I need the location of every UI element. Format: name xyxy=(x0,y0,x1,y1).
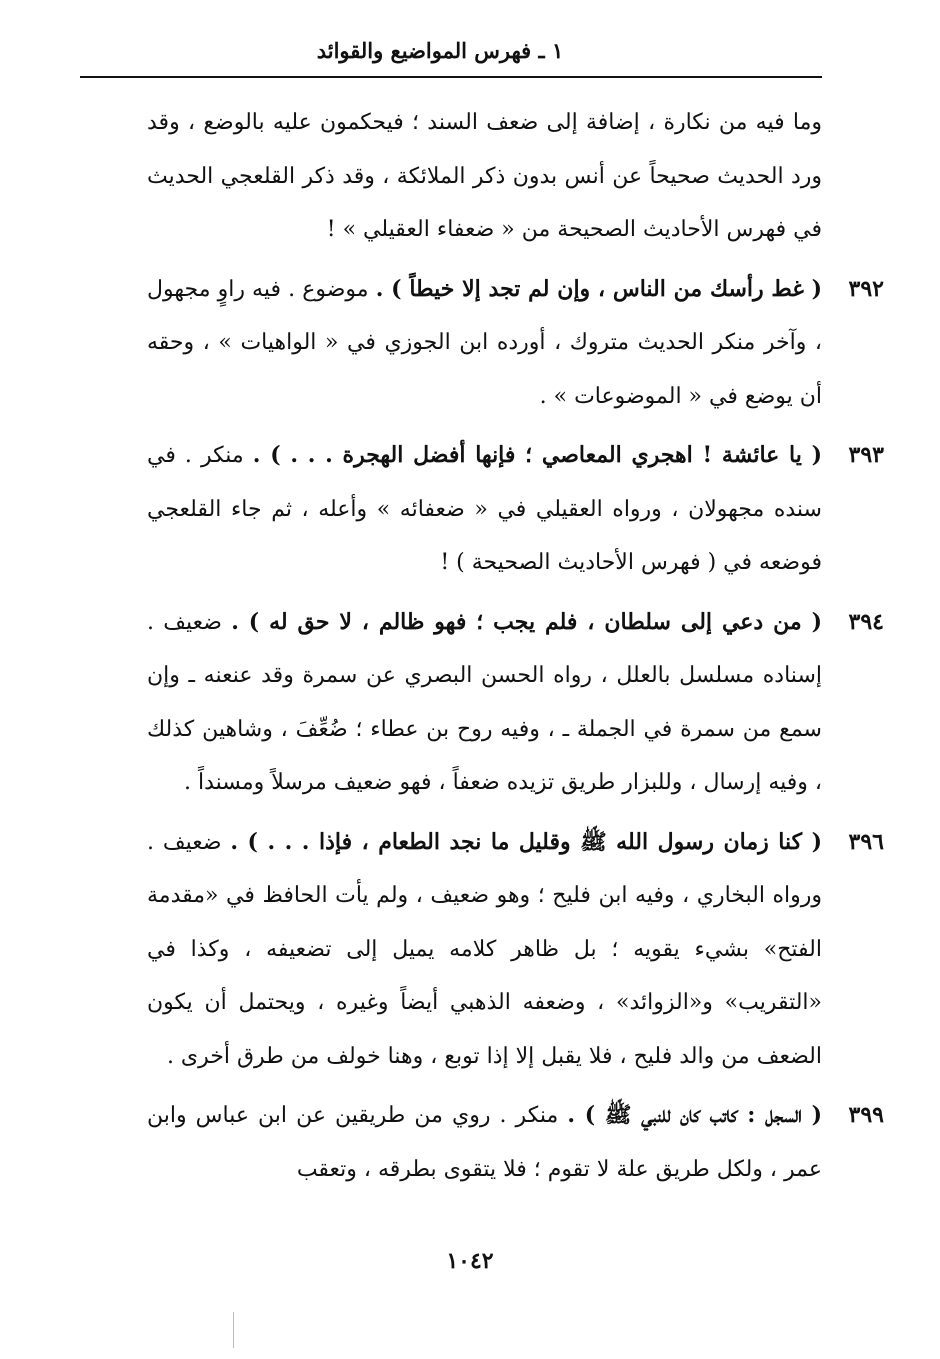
entry-text: ضعيف . ورواه البخاري ، وفيه ابن فليح ؛ وهو ضعيف ، ولم يأت الحافظ في «مقدمة الفتح» بشيء يقويه ؛ بل ظاهر كلامه يميل إلى تضعيفه ، وكذا في «التقريب» و«الزوائد» ، وضعفه الذهبي أيضاً وغيره ، ويحتمل أن يكون الضعف من والد فليح ، فلا يقبل إلا إذا توبع ، وهنا خولف من طرق أخرى . xyxy=(147,829,822,1069)
entry-number: ٣٩٤ xyxy=(848,608,884,635)
running-head: ١ ـ فهرس المواضيع والقوائد xyxy=(316,38,564,63)
hadith-title: ( من دعي إلى سلطان ، فلم يجب ؛ فهو ظالم ، لا حق له ) . xyxy=(231,608,822,635)
entry-text: منكر . في سنده مجهولان ، ورواه العقيلي في « ضعفائه » وأعله ، ثم جاء القلعجي فوضعه في ( فهرس الأحاديث الصحيحة ) ! xyxy=(147,443,822,575)
entry-text: موضوع . فيه راوٍ مجهول ، وآخر منكر الحديث متروك ، أورده ابن الجوزي في « الواهيات » ، وحقه أن يوضع في « الموضوعات » . xyxy=(147,276,822,409)
header-rule xyxy=(80,76,822,78)
entry-392 xyxy=(147,263,884,424)
hadith-title: ( السجل : كاتب كان للنبي ﷺ ) . xyxy=(567,1102,822,1128)
entry-text: منكر . روي من طريقين عن ابن عباس وابن عمر ، ولكل طريق علة لا تقوم ؛ فلا يتقوى بطرقه ، وتعقب xyxy=(147,1103,822,1182)
entry-394 xyxy=(147,596,884,810)
entry-number: ٣٩٦ xyxy=(848,828,884,855)
page-number: ١٠٤٢ xyxy=(446,1248,494,1274)
entry-396 xyxy=(147,816,884,1084)
hadith-title: ( يا عائشة ! اهجري المعاصي ؛ فإنها أفضل الهجرة . . . ) . xyxy=(252,442,822,468)
hadith-title: ( كنا زمان رسول الله ﷺ وقليل ما نجد الطعام ، فإذا . . . ) . xyxy=(230,828,822,855)
entry-text: ضعيف . إسناده مسلسل بالعلل ، رواه الحسن البصري عن سمرة وقد عنعنه ـ وإن سمع من سمرة في الجملة ـ ، وفيه روح بن عطاء ؛ ضُعِّفَ ، وشاهين كذلك ، وفيه إرسال ، وللبزار طريق تزيده ضعفاً ، فهو ضعيف مرسلاً ومسنداً . xyxy=(147,609,822,795)
page-body xyxy=(147,96,884,1196)
continuation-paragraph: وما فيه من نكارة ، إضافة إلى ضعف السند ؛ فيحكمون عليه بالوضع ، وقد ورد الحديث صحيحاً عن أنس بدون ذكر الملائكة ، وقد ذكر القلعجي الحديث في فهرس الأحاديث الصحيحة من « ضعفاء العقيلي » ! xyxy=(147,110,822,242)
scan-artifact-line xyxy=(233,1312,234,1348)
entry-number: ٣٩٩ xyxy=(848,1102,884,1128)
entry-number: ٣٩٣ xyxy=(848,442,884,468)
hadith-title: ( غط رأسك من الناس ، وإن لم تجد إلا خيطاً ) . xyxy=(375,275,823,302)
entry-393 xyxy=(147,429,884,590)
entry-399 xyxy=(147,1089,884,1196)
entry-number: ٣٩٢ xyxy=(848,275,884,302)
